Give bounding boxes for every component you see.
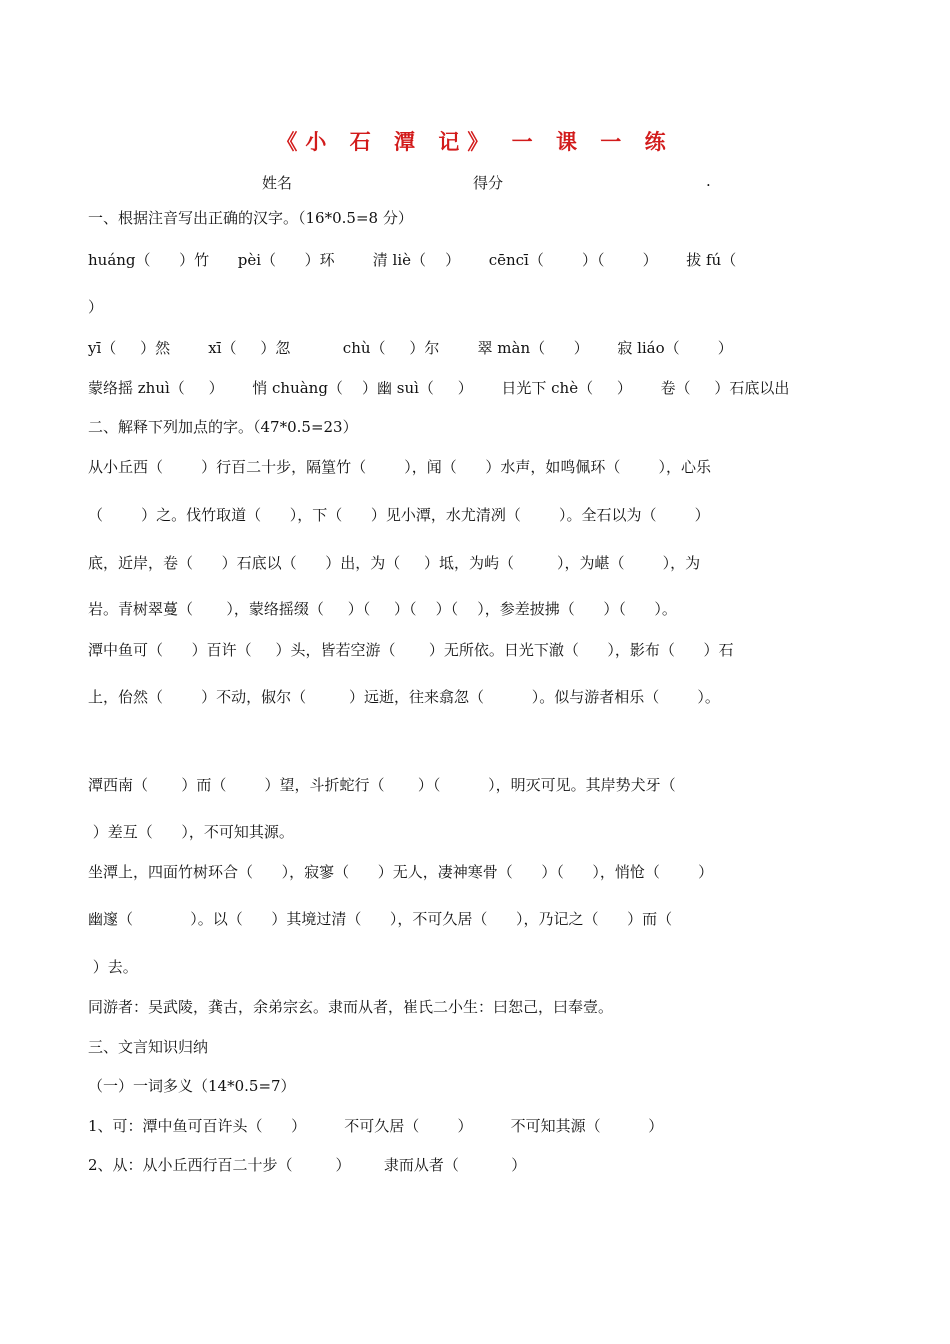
section-2-line: 岩。青树翠蔓（ ），蒙络摇缀（ ）（ ）（ ）（ ），参差披拂（ ）（ ）。 xyxy=(88,600,677,618)
section-1-line: yī（ ）然 xī（ ）忽 chù（ ）尔 翠 màn（ ） 寂 liáo（ ） xyxy=(88,339,733,357)
section-1-line: huáng（ ）竹 pèi（ ）环 清 liè（ ） cēncī（ ）（ ） 拔 fú（ xyxy=(88,251,737,269)
section-2-line: 从小丘西（ ）行百二十步，隔篁竹（ ），闻（ ）水声，如鸣佩环（ ），心乐 xyxy=(88,458,712,476)
score-label: 得分 xyxy=(473,174,504,192)
section-2-line: 幽邃（ ）。以（ ）其境过清（ ），不可久居（ ），乃记之（ ）而（ xyxy=(88,910,673,928)
header-end-dot: . xyxy=(706,172,711,190)
section-1-heading: 一、根据注音写出正确的汉字。（16*0.5=8 分） xyxy=(88,209,413,227)
section-2-line: 同游者：吴武陵，龚古，余弟宗玄。隶而从者，崔氏二小生：曰恕己，曰奉壹。 xyxy=(88,998,614,1016)
section-3-heading: 三、文言知识归纳 xyxy=(88,1038,209,1056)
section-3-line: 1、可：潭中鱼可百许头（ ） 不可久居（ ） 不可知其源（ ） xyxy=(88,1117,664,1135)
section-2-line: 底，近岸，卷（ ）石底以（ ）出，为（ ）坻，为屿（ ），为嵁（ ），为 xyxy=(88,554,701,572)
name-label: 姓名 xyxy=(262,174,293,192)
section-1-line: ） xyxy=(88,298,104,316)
section-3-line: 2、从：从小丘西行百二十步（ ） 隶而从者（ ） xyxy=(88,1156,527,1174)
section-1-line: 蒙络摇 zhuì（ ） 悄 chuàng（ ）幽 suì（ ） 日光下 chè（ ） 卷（ ）石底以出 xyxy=(88,379,790,397)
section-3-subheading: （一）一词多义（14*0.5=7） xyxy=(88,1077,296,1095)
section-2-line: （ ）之。伐竹取道（ ），下（ ）见小潭，水尤清冽（ ）。全石以为（ ） xyxy=(88,506,710,524)
section-2-line: ）去。 xyxy=(88,958,138,976)
section-2-line: 坐潭上，四面竹树环合（ ），寂寥（ ）无人，凄神寒骨（ ）（ ），悄怆（ ） xyxy=(88,863,714,881)
worksheet-title: 《小 石 潭 记》 一 课 一 练 xyxy=(276,129,674,154)
section-2-line: ）差互（ ），不可知其源。 xyxy=(88,823,294,841)
section-2-line: 上，佁然（ ）不动，俶尔（ ）远逝，往来翕忽（ ）。似与游者相乐（ ）。 xyxy=(88,688,720,706)
section-2-line: 潭中鱼可（ ）百许（ ）头，皆若空游（ ）无所依。日光下澈（ ），影布（ ）石 xyxy=(88,641,734,659)
section-2-heading: 二、解释下列加点的字。（47*0.5=23） xyxy=(88,418,358,436)
section-2-line: 潭西南（ ）而（ ）望，斗折蛇行（ ）（ ），明灭可见。其岸势犬牙（ xyxy=(88,776,676,794)
